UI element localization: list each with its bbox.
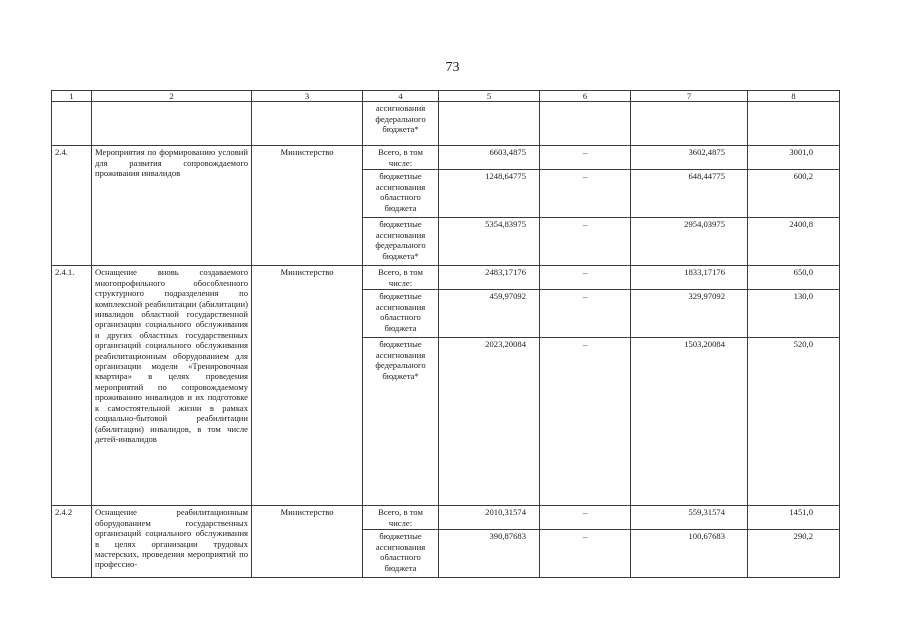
column-header: 8 (748, 91, 840, 102)
table-cell (439, 102, 540, 146)
item-code-cell: 2.4.1. (52, 266, 92, 506)
table-cell (631, 102, 748, 146)
value-cell: 600,2 (748, 170, 840, 218)
table-cell (92, 102, 252, 146)
funding-source-cell: Всего, в том числе: (363, 146, 439, 170)
value-cell: 329,97092 (631, 290, 748, 338)
table-row (52, 266, 840, 290)
value-cell: 290,2 (748, 530, 840, 578)
value-cell: – (540, 266, 631, 290)
value-cell: 2483,17176 (439, 266, 540, 290)
table-cell (52, 102, 92, 146)
table-cell (748, 102, 840, 146)
funding-source-cell: Всего, в том числе: (363, 506, 439, 530)
value-cell: 1503,20084 (631, 338, 748, 506)
value-cell: 2954,03975 (631, 218, 748, 266)
column-header: 6 (540, 91, 631, 102)
column-header: 2 (92, 91, 252, 102)
value-cell: 2023,20084 (439, 338, 540, 506)
column-header: 4 (363, 91, 439, 102)
table-cell (540, 102, 631, 146)
executor-cell: Министерство (252, 506, 363, 578)
value-cell: 100,67683 (631, 530, 748, 578)
value-cell: 6603,4875 (439, 146, 540, 170)
column-header: 3 (252, 91, 363, 102)
value-cell: – (540, 146, 631, 170)
table-cell (252, 102, 363, 146)
funding-source-cell: бюджетные ассигнования областного бюджета (363, 530, 439, 578)
funding-source-cell: Всего, в том числе: (363, 266, 439, 290)
value-cell: 459,97092 (439, 290, 540, 338)
value-cell: 648,44775 (631, 170, 748, 218)
executor-cell: Министерство (252, 266, 363, 506)
budget-table (51, 90, 840, 578)
value-cell: 2010,31574 (439, 506, 540, 530)
column-header: 1 (52, 91, 92, 102)
item-name-cell: Мероприятия по формированию условий для развития сопровождаемого проживания инвалидов (92, 146, 252, 266)
funding-source-cell: ассигнования федерального бюджета* (363, 102, 439, 146)
value-cell: – (540, 170, 631, 218)
value-cell: 1451,0 (748, 506, 840, 530)
funding-source-cell: бюджетные ассигнования федерального бюджета* (363, 218, 439, 266)
table-header-row (52, 91, 840, 102)
column-header: 7 (631, 91, 748, 102)
value-cell: – (540, 338, 631, 506)
table-row (52, 102, 840, 146)
value-cell: 390,87683 (439, 530, 540, 578)
value-cell: 1833,17176 (631, 266, 748, 290)
value-cell: 520,0 (748, 338, 840, 506)
value-cell: 559,31574 (631, 506, 748, 530)
value-cell: – (540, 530, 631, 578)
item-code-cell: 2.4.2 (52, 506, 92, 578)
value-cell: – (540, 218, 631, 266)
value-cell: – (540, 506, 631, 530)
value-cell: 1248,64775 (439, 170, 540, 218)
funding-source-cell: бюджетные ассигнования областного бюджета (363, 290, 439, 338)
table-row (52, 146, 840, 170)
value-cell: 3001,0 (748, 146, 840, 170)
executor-cell: Министерство (252, 146, 363, 266)
value-cell: – (540, 290, 631, 338)
funding-source-cell: бюджетные ассигнования областного бюджета (363, 170, 439, 218)
value-cell: 2400,8 (748, 218, 840, 266)
column-header: 5 (439, 91, 540, 102)
item-name-cell: Оснащение вновь создаваемого многопрофильного обособленного структурного подразделения по комплексной реабилитации (абилитации) инвалидов областной государственной организации социального обслуживания и других областных государственных организаций социального обслуживания реабилитационным оборудованием для организации модели «Тренировочная квартира» в целях проведения мероприятий по сопровождаемому проживанию инвалидов и их подготовке к самостоятельной жизни в рамках социально-бытовой реабилитации (абилитации) инвалидов, в том числе детей-инвалидов (92, 266, 252, 506)
funding-source-cell: бюджетные ассигнования федерального бюджета* (363, 338, 439, 506)
item-name-cell: Оснащение реабилитационным оборудованием государственных организаций социального обслуживания в целях организации трудовых мастерских, проведения мероприятий по профессио- (92, 506, 252, 578)
table-row (52, 506, 840, 530)
item-code-cell: 2.4. (52, 146, 92, 266)
value-cell: 130,0 (748, 290, 840, 338)
value-cell: 3602,4875 (631, 146, 748, 170)
page-number: 73 (445, 60, 460, 75)
value-cell: 650,0 (748, 266, 840, 290)
value-cell: 5354,83975 (439, 218, 540, 266)
